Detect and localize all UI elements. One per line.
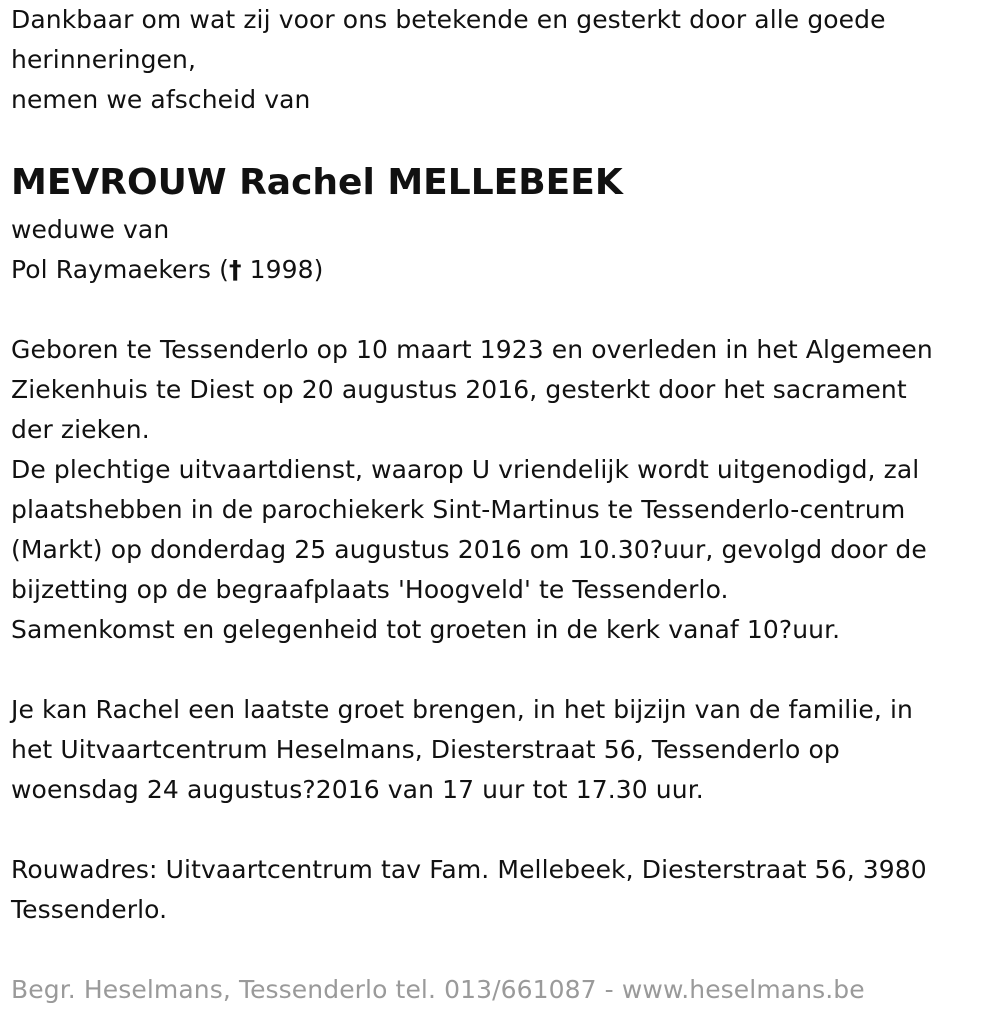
details-line-4: De plechtige uitvaartdienst, waarop U vriendelijk wordt uitgenodigd, zal	[11, 455, 920, 484]
cross-icon: †	[228, 255, 242, 284]
spacer	[11, 290, 991, 330]
intro-block	[11, 0, 991, 120]
details-line-3: der zieken.	[11, 415, 150, 444]
details-line-2: Ziekenhuis te Diest op 20 augustus 2016, gesterkt door het sacrament	[11, 375, 907, 404]
spacer	[11, 650, 991, 690]
intro-line-3: nemen we afscheid van	[11, 85, 311, 114]
visitation-line-2: het Uitvaartcentrum Heselmans, Diesterstraat 56, Tessenderlo op	[11, 735, 840, 764]
details-line-6: (Markt) op donderdag 25 augustus 2016 om 10.30?uur, gevolgd door de	[11, 535, 927, 564]
address-line-2: Tessenderlo.	[11, 895, 168, 924]
intro-line-2: herinneringen,	[11, 45, 197, 74]
details-line-1: Geboren te Tessenderlo op 10 maart 1923 en overleden in het Algemeen	[11, 335, 933, 364]
spouse-line	[11, 250, 991, 290]
deceased-name: MEVROUW Rachel MELLEBEEK	[11, 162, 623, 203]
obituary-notice	[11, 0, 991, 1010]
spacer	[11, 930, 991, 970]
visitation-details	[11, 690, 991, 810]
relation-text: weduwe van	[11, 215, 170, 244]
address-line-1: Rouwadres: Uitvaartcentrum tav Fam. Mellebeek, Diesterstraat 56, 3980	[11, 855, 927, 884]
funeral-home-footer: Begr. Heselmans, Tessenderlo tel. 013/661087 - www.heselmans.be	[11, 975, 865, 1004]
spouse-death-year: 1998)	[249, 255, 324, 284]
deceased-block	[11, 163, 991, 290]
visitation-line-1: Je kan Rachel een laatste groet brengen, in het bijzijn van de familie, in	[11, 695, 913, 724]
details-line-5: plaatshebben in de parochiekerk Sint-Martinus te Tessenderlo-centrum	[11, 495, 906, 524]
details-line-7: bijzetting op de begraafplaats 'Hoogveld' te Tessenderlo.	[11, 575, 729, 604]
spacer	[11, 120, 991, 160]
spacer	[11, 810, 991, 850]
details-line-8: Samenkomst en gelegenheid tot groeten in de kerk vanaf 10?uur.	[11, 615, 841, 644]
condolence-address	[11, 850, 991, 930]
intro-line-1: Dankbaar om wat zij voor ons betekende en gesterkt door alle goede	[11, 5, 886, 34]
visitation-line-3: woensdag 24 augustus?2016 van 17 uur tot 17.30 uur.	[11, 775, 704, 804]
funeral-details	[11, 330, 991, 650]
spouse-name: Pol Raymaekers (	[11, 255, 229, 284]
